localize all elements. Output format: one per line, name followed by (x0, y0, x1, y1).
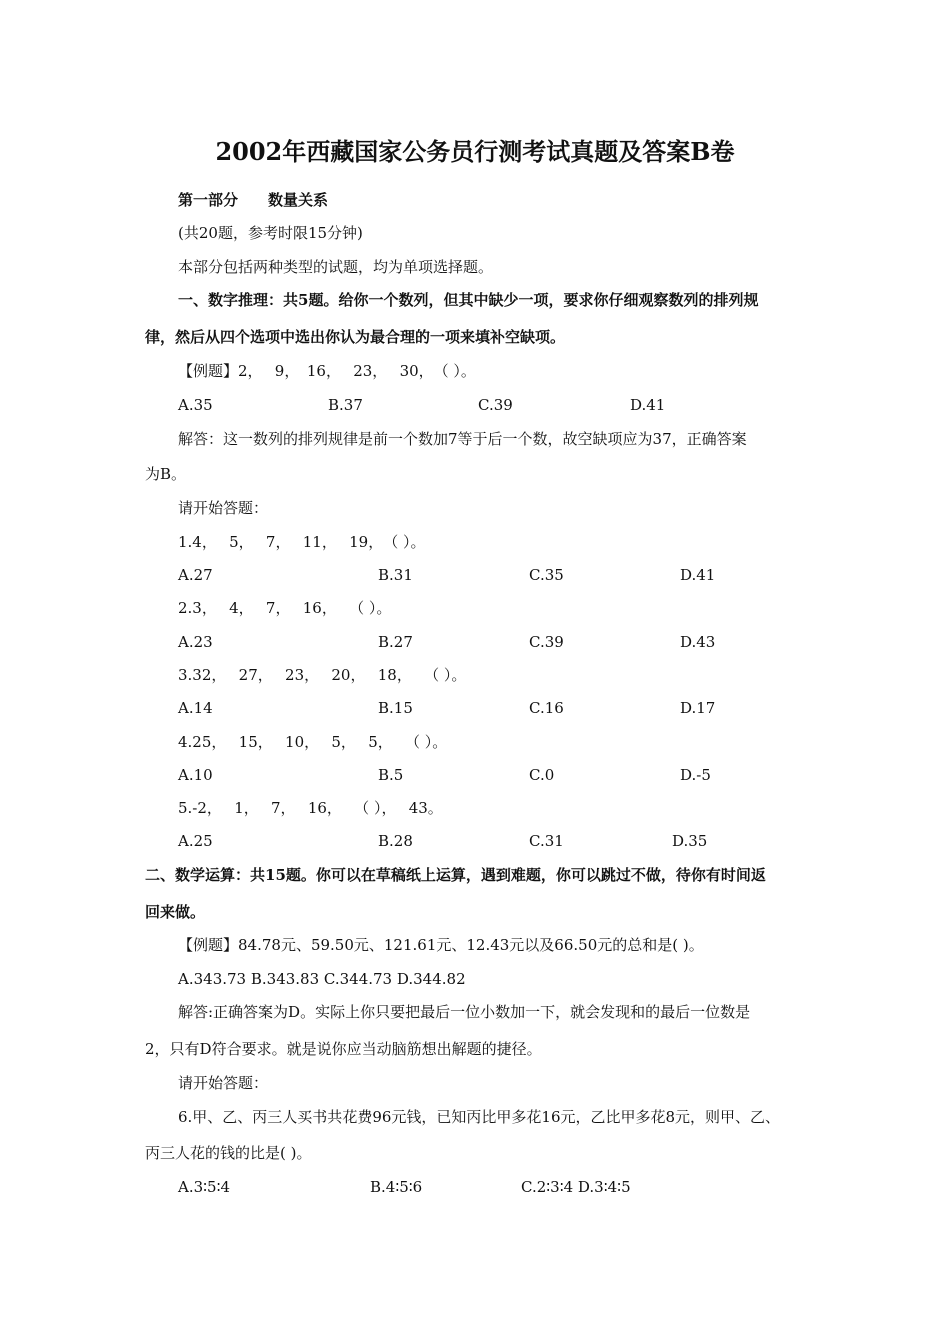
question-6-line1: 6.甲、乙、丙三人买书共花费96元钱，已知丙比甲多花16元，乙比甲多花8元，则甲、乙、 (178, 1108, 781, 1126)
question-2: 2.3， 4， 7， 16， （ ）。 (178, 599, 392, 617)
q1-option-b: B.31 (378, 566, 413, 584)
q6-option-a: A.3∶5∶4 (178, 1178, 231, 1196)
q1-option-c: C.35 (529, 566, 564, 584)
section2-answer-line1: 解答:正确答案为D。实际上你只要把最后一位小数加一下，就会发现和的最后一位数是 (178, 1003, 751, 1021)
example-option-a: A.35 (178, 396, 213, 414)
q6-option-c-d: C.2∶3∶4 D.3∶4∶5 (521, 1178, 631, 1196)
section1-instructions-line2: 律，然后从四个选项中选出你认为最合理的一项来填补空缺项。 (145, 328, 566, 346)
question-1: 1.4， 5， 7， 11， 19， （ ）。 (178, 533, 426, 551)
section2-instructions-line2: 回来做。 (145, 903, 206, 921)
question-4: 4.25， 15， 10， 5， 5， （ ）。 (178, 733, 448, 751)
section2-answer-line2: 2，只有D符合要求。就是说你应当动脑筋想出解题的捷径。 (145, 1040, 542, 1058)
q1-option-d: D.41 (680, 566, 716, 584)
q2-option-c: C.39 (529, 633, 564, 651)
section2-instructions-line1: 二、数学运算：共15题。你可以在草稿纸上运算，遇到难题，你可以跳过不做，待你有时间返 (145, 866, 766, 884)
section2-example-options: A.343.73 B.343.83 C.344.73 D.344.82 (178, 970, 466, 988)
question-5: 5.-2， 1， 7， 16， （ ）， 43。 (178, 799, 443, 817)
q3-option-d: D.17 (680, 699, 716, 717)
example-answer-line1: 解答：这一数列的排列规律是前一个数加7等于后一个数，故空缺项应为37，正确答案 (178, 430, 747, 448)
q5-option-d: D.35 (672, 832, 708, 850)
q6-option-b: B.4∶5∶6 (370, 1178, 423, 1196)
part1-note: (共20题，参考时限15分钟) (178, 224, 363, 242)
question-6-line2: 丙三人花的钱的比是( )。 (145, 1144, 312, 1162)
example-question: 【例题】2， 9， 16， 23， 30， （ ）。 (178, 362, 476, 380)
q1-option-a: A.27 (178, 566, 213, 584)
example-answer-line2: 为B。 (145, 465, 187, 483)
question-3: 3.32， 27， 23， 20， 18， （ ）。 (178, 666, 467, 684)
q4-option-d: D.-5 (680, 766, 711, 784)
q5-option-b: B.28 (378, 832, 413, 850)
q4-option-a: A.10 (178, 766, 213, 784)
section1-instructions-line1: 一、数字推理：共5题。给你一个数列，但其中缺少一项，要求你仔细观察数列的排列规 (178, 291, 759, 309)
example-option-d: D.41 (630, 396, 666, 414)
q4-option-b: B.5 (378, 766, 404, 784)
q5-option-c: C.31 (529, 832, 564, 850)
q2-option-a: A.23 (178, 633, 213, 651)
q3-option-a: A.14 (178, 699, 213, 717)
section2-example: 【例题】84.78元、59.50元、121.61元、12.43元以及66.50元的总和是( )。 (178, 936, 704, 954)
start-prompt: 请开始答题： (178, 499, 269, 517)
q2-option-b: B.27 (378, 633, 413, 651)
example-option-b: B.37 (328, 396, 363, 414)
q3-option-b: B.15 (378, 699, 413, 717)
example-option-c: C.39 (478, 396, 513, 414)
document-title: 2002年西藏国家公务员行测考试真题及答案B卷 (215, 137, 735, 166)
q2-option-d: D.43 (680, 633, 716, 651)
part1-intro: 本部分包括两种类型的试题，均为单项选择题。 (178, 258, 494, 276)
q5-option-a: A.25 (178, 832, 213, 850)
section2-start-prompt: 请开始答题： (178, 1074, 269, 1092)
part1-heading: 第一部分 数量关系 (178, 191, 329, 209)
q3-option-c: C.16 (529, 699, 564, 717)
q4-option-c: C.0 (529, 766, 555, 784)
